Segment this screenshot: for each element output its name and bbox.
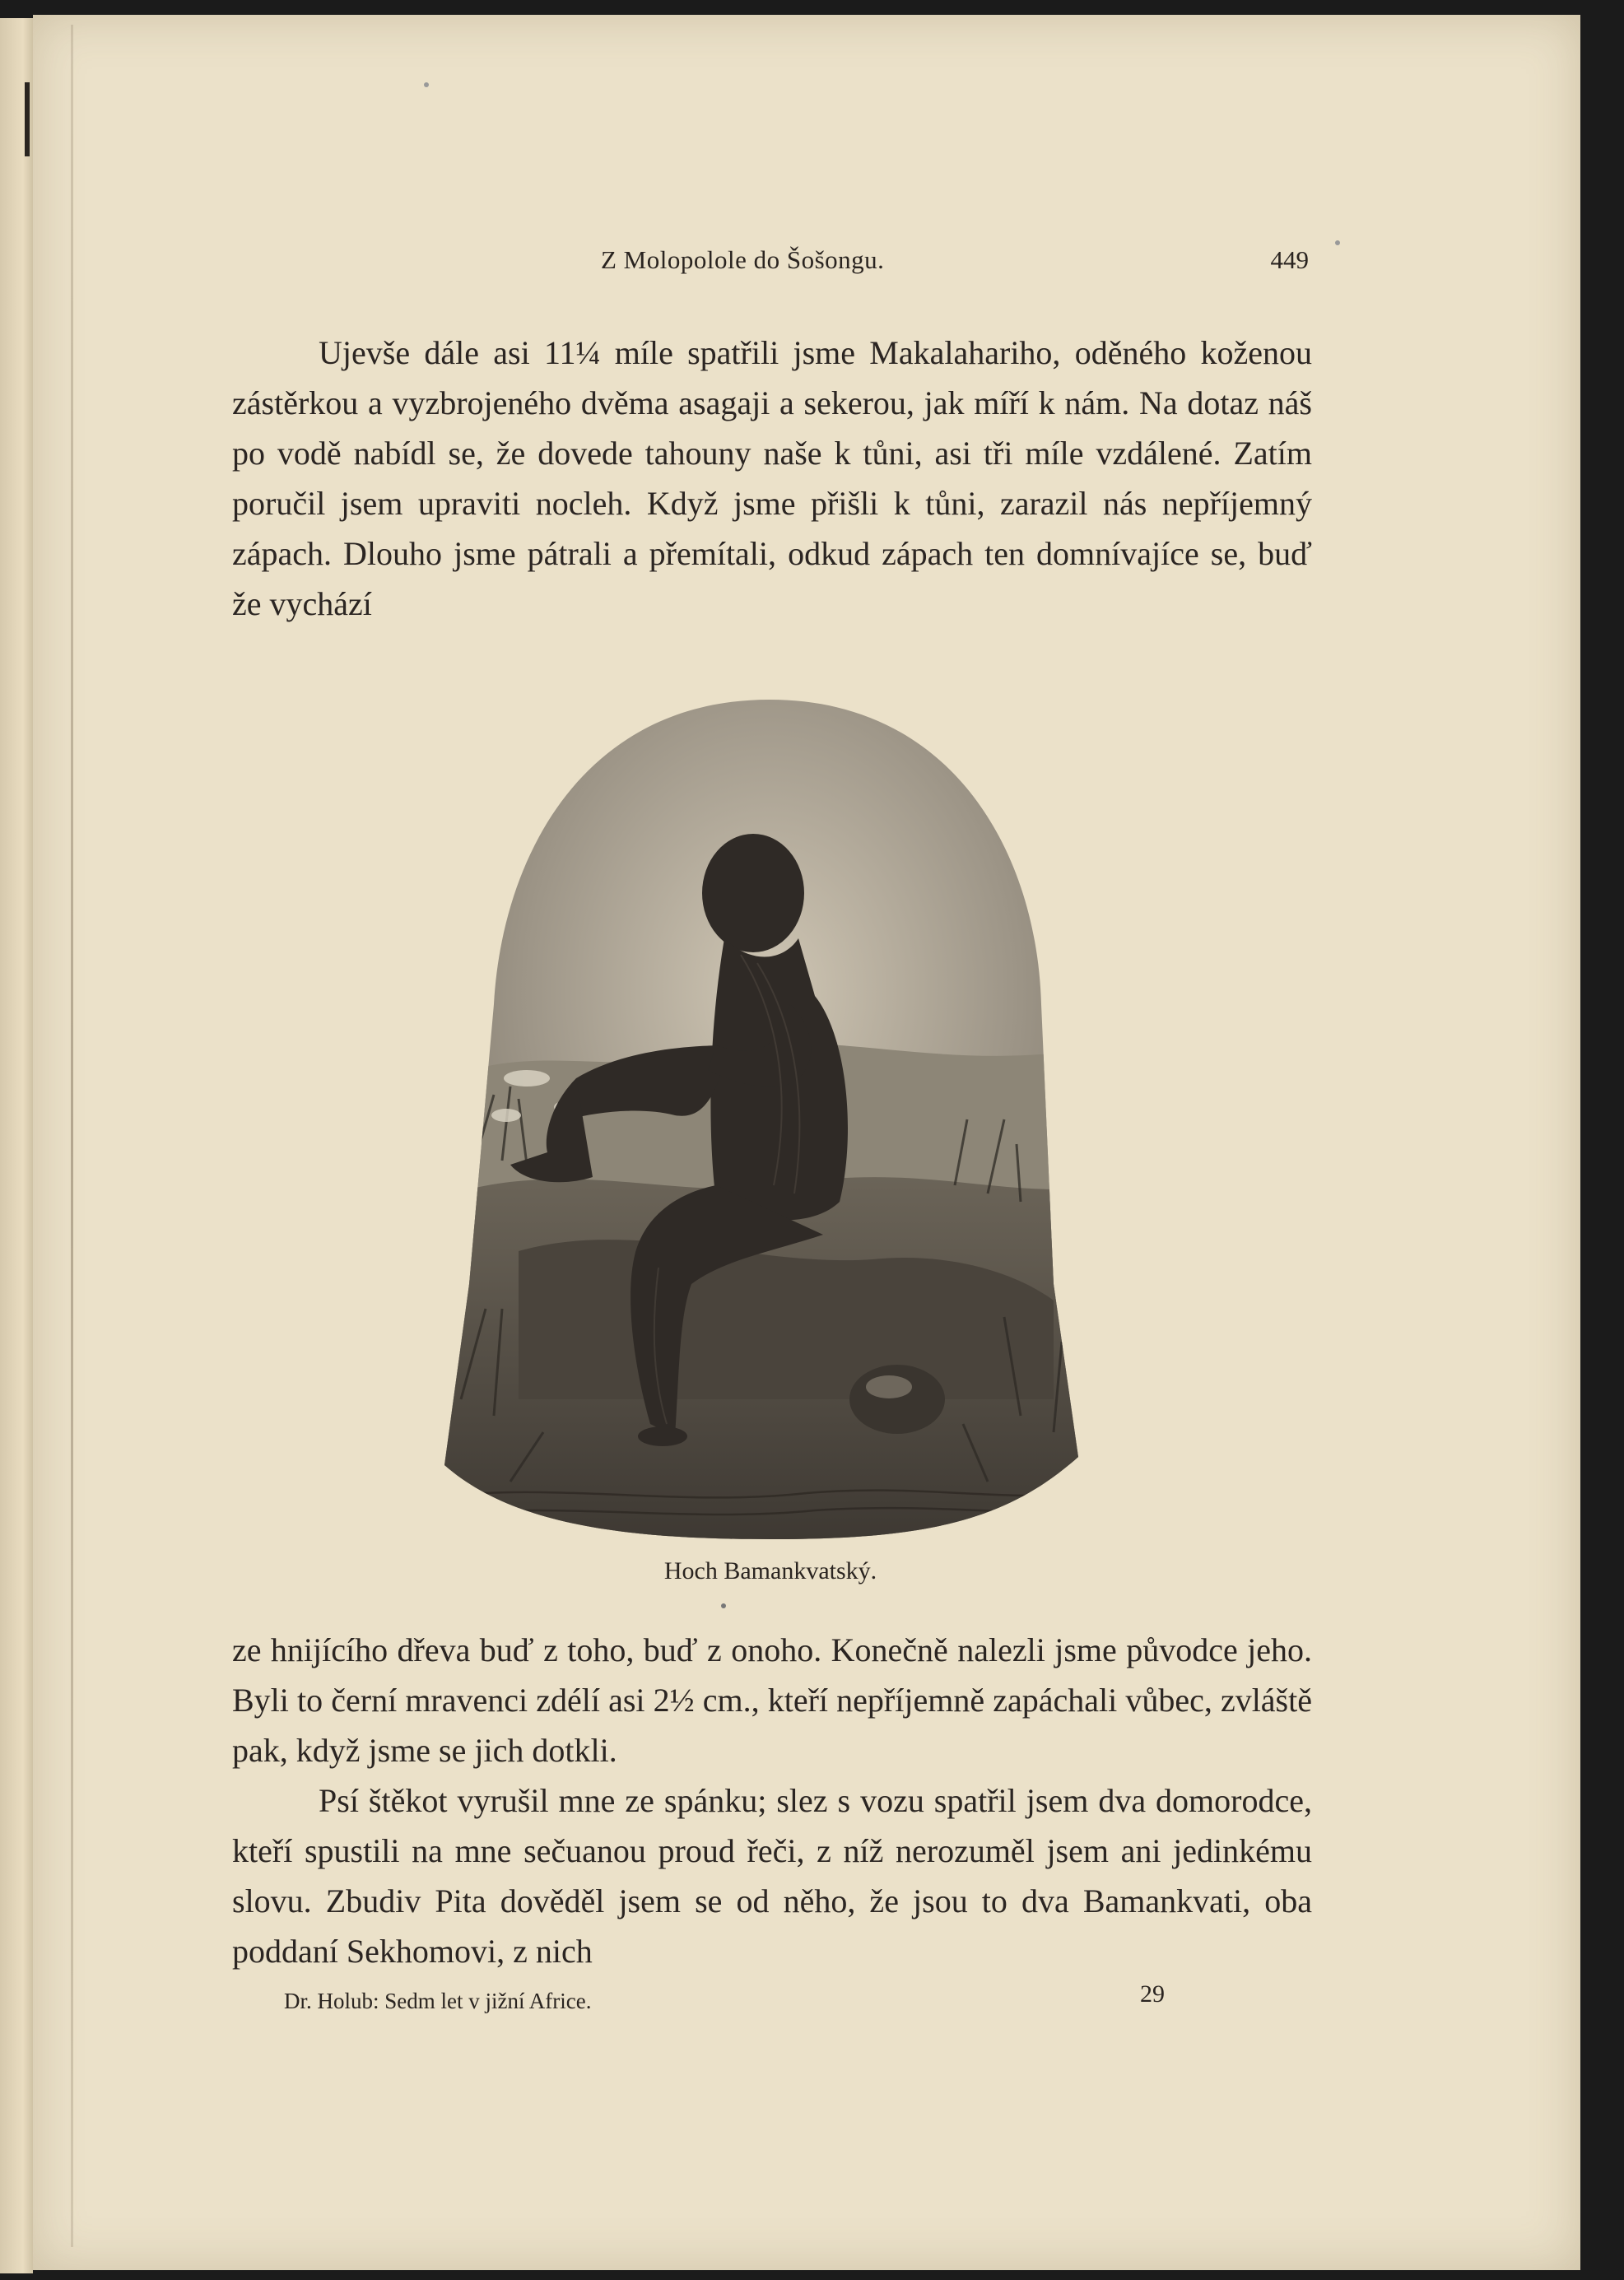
print-speck xyxy=(424,82,429,87)
paragraph: Psí štěkot vyrušil mne ze spánku; slez s vozu spatřil jsem dva domorodce, kteří spustili na mne sečuanou proud řeči, z níž nerozuměl jsem ani jedinkému slovu. Zbudiv Pita dověděl jsem se od něho, že jsou to dva Bamankvati, oba poddaní Sekhomovi, z nich xyxy=(232,1782,1312,1970)
running-title: Z Molopolole do Šošongu. xyxy=(601,245,885,274)
text-block-top xyxy=(232,328,1312,629)
page-footer xyxy=(284,1980,1296,2013)
text-block-bottom xyxy=(232,1625,1312,1976)
page-gutter xyxy=(71,25,73,2247)
page-number: 449 xyxy=(1270,245,1309,274)
paragraph: ze hnijícího dřeva buď z toho, buď z onoho. Konečně nalezli jsme původce jeho. Byli to černí mravenci zdélí asi 2½ cm., kteří nepříjemně zapáchali vůbec, zvláště pak, když jsme se jich dotkli. xyxy=(232,1631,1312,1769)
print-speck xyxy=(1335,240,1340,245)
figure-caption: Hoch Bamankvatský. xyxy=(663,1557,877,1584)
print-speck xyxy=(721,1603,726,1608)
spine-mark xyxy=(25,82,30,156)
paragraph: Ujevše dále asi 11¼ míle spatřili jsme Makalahariho, oděného koženou zástěrkou a vyzbrojeného dvěma asagaji a sekerou, jak míří k nám. Na dotaz náš po vodě nabídl se, že dovede tahouny naše k tůni, asi tři míle vzdálené. Zatím poručil jsem upraviti nocleh. Když jsme přišli k tůni, zarazil nás nepříjemný zápach. Dlouho jsme pátrali a přemítali, odkud zápach ten domnívajíce se, buď že vychází xyxy=(232,334,1312,622)
book-reference: Dr. Holub: Sedm let v jižní Africe. xyxy=(284,1989,592,2013)
illustration-boy xyxy=(428,691,1111,1547)
previous-page-edge xyxy=(0,18,33,2273)
running-header xyxy=(230,245,1309,282)
signature-mark: 29 xyxy=(1140,1980,1165,2008)
